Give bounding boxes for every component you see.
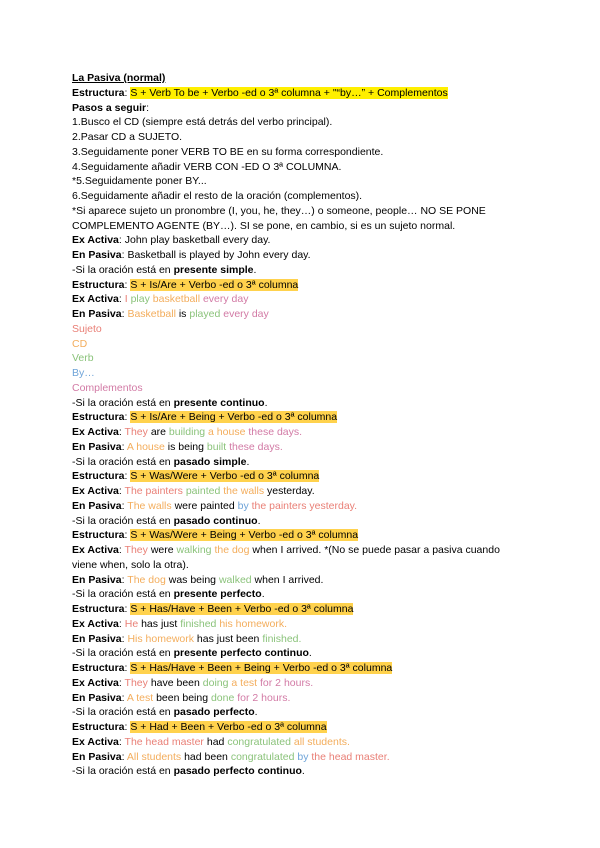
- legend-complementos: Complementos: [72, 381, 143, 394]
- step-3: 3.Seguidamente poner VERB TO BE en su forma correspondiente.: [72, 145, 384, 158]
- estructura-pasado-simple: Estructura: S + Was/Were + Verbo -ed o 3ª columna: [72, 470, 320, 483]
- title-text: La Pasiva (normal): [72, 72, 166, 84]
- estructura-label: Estructura: [72, 86, 125, 99]
- en-pasiva-label: En Pasiva: [72, 750, 122, 763]
- tense-name: pasado perfecto: [173, 706, 255, 719]
- verb-word: painted: [185, 485, 221, 497]
- pap-pasiva: En Pasiva: All students had been congratulated by the head master.: [72, 750, 390, 763]
- en-pasiva-label: En Pasiva: [72, 691, 122, 704]
- si-prefix: -Si la oración está en: [72, 588, 171, 601]
- cd-word: all students.: [293, 735, 350, 748]
- tense-pasado-perfecto: -Si la oración está en pasado perfecto.: [72, 706, 258, 719]
- example-sentence: John play basketball every day.: [124, 234, 271, 247]
- verb-word: built: [206, 440, 227, 453]
- legend-by: By…: [72, 367, 95, 379]
- ex-activa-label: Ex Activa: [72, 735, 119, 748]
- sujeto-word: They: [124, 676, 148, 689]
- comp-word: for 2 hours.: [260, 676, 314, 689]
- rest-text: when I arrived. *(No se puede pasar a pasiva cuando: [252, 544, 500, 556]
- estructura-presente-perfecto-continuo: Estructura: S + Has/Have + Been + Being + Verbo -ed o 3ª columna: [72, 662, 393, 674]
- step-4: 4.Seguidamente añadir VERB CON -ED O 3ª COLUMNA.: [72, 160, 342, 173]
- verb-word: doing: [202, 676, 229, 689]
- pasos-heading: Pasos a seguir:: [72, 101, 150, 114]
- tense-pasado-perfecto-continuo: -Si la oración está en pasado perfecto continuo.: [72, 765, 305, 778]
- example-1-activa: Ex Activa: John play basketball every day.: [72, 234, 271, 247]
- sujeto-word: A house: [126, 440, 165, 453]
- en-pasiva-label: En Pasiva: [72, 308, 122, 320]
- cd-word: the dog: [214, 544, 250, 556]
- estructura-presente-perfecto: Estructura: S + Has/Have + Been + Verbo -ed o 3ª columna: [72, 603, 354, 615]
- pap-activa: Ex Activa: The head master had congratulated all students.: [72, 735, 350, 748]
- estructura-formula: S + Was/Were + Being + Verbo -ed o 3ª columna: [130, 529, 359, 542]
- tense-presente-continuo: -Si la oración está en presente continuo.: [72, 396, 268, 409]
- pc-activa: Ex Activa: They are building a house these days.: [72, 426, 303, 438]
- pcont-activa: Ex Activa: They were walking the dog when I arrived. *(No se puede pasar a pasiva cuando: [72, 544, 500, 556]
- comp-word: for 2 hours.: [237, 691, 291, 704]
- tense-presente-simple: -Si la oración está en presente simple.: [72, 263, 257, 276]
- si-prefix: -Si la oración está en: [72, 647, 171, 660]
- estructura-formula: S + Is/Are + Being + Verbo -ed o 3ª columna: [130, 411, 338, 424]
- en-pasiva-label: En Pasiva: [72, 499, 122, 512]
- si-prefix: -Si la oración está en: [72, 455, 171, 468]
- ex-activa-label: Ex Activa: [72, 485, 119, 497]
- ps-activa: Ex Activa: I play basketball every day: [72, 293, 249, 306]
- legend-cd: CD: [72, 337, 88, 350]
- aux-word: were painted: [174, 499, 235, 512]
- cd-word: a house: [208, 426, 246, 438]
- document-title: [72, 71, 572, 86]
- pc-pasiva: En Pasiva: A house is being built these days.: [72, 440, 283, 453]
- ex-activa-label: Ex Activa: [72, 293, 119, 306]
- verb-word: congratulated: [227, 735, 291, 748]
- pcont-activa-cont: viene when, solo la otra).: [72, 558, 189, 571]
- estructura-label: Estructura: [72, 721, 125, 733]
- aux-word: were: [150, 544, 174, 556]
- step-5: *5.Seguidamente poner BY...: [72, 175, 207, 188]
- estructura-presente-simple: Estructura: S + Is/Are + Verbo -ed o 3ª columna: [72, 278, 299, 291]
- verb-word: play: [130, 293, 150, 306]
- document-page: [72, 71, 572, 779]
- verb-word: walking: [176, 544, 212, 556]
- estructura-label: Estructura: [72, 529, 125, 542]
- sujeto-word: The walls: [127, 499, 172, 512]
- estructura-pasado-perfecto: Estructura: S + Had + Been + Verbo -ed o 3ª columna: [72, 721, 327, 733]
- tense-name: pasado simple: [173, 455, 247, 468]
- comp-word: these days.: [248, 426, 303, 438]
- ex-activa-label: Ex Activa: [72, 234, 119, 247]
- ex-activa-label: Ex Activa: [72, 676, 119, 689]
- aux-word: are: [150, 426, 166, 438]
- tense-presente-perfecto: -Si la oración está en presente perfecto.: [72, 588, 265, 601]
- example-sentence: Basketball is played by John every day.: [127, 249, 311, 261]
- estructura-pasado-continuo: Estructura: S + Was/Were + Being + Verbo -ed o 3ª columna: [72, 529, 359, 542]
- estructura-label: Estructura: [72, 603, 125, 615]
- verb-word: finished.: [262, 632, 302, 645]
- si-prefix: -Si la oración está en: [72, 765, 171, 778]
- cd-word: a test: [231, 676, 258, 689]
- aux-word: had been: [184, 750, 228, 763]
- en-pasiva-label: En Pasiva: [72, 440, 122, 453]
- estructura-label: Estructura: [72, 662, 125, 674]
- comp-word: yesterday.: [267, 485, 315, 497]
- note-line-2: COMPLEMENTO AGENTE (BY…). SI se pone, en cambio, si es un sujeto normal.: [72, 219, 456, 232]
- aux-word: has just been: [196, 632, 260, 645]
- comp-word: every day: [223, 308, 269, 320]
- pcont-pasiva: En Pasiva: The dog was being walked when I arrived.: [72, 573, 324, 586]
- tense-name: presente perfecto continuo: [173, 647, 309, 660]
- tense-presente-perfecto-continuo: -Si la oración está en presente perfecto continuo.: [72, 647, 312, 660]
- agent-word: the head master.: [311, 750, 390, 763]
- tense-pasado-continuo: -Si la oración está en pasado continuo.: [72, 514, 261, 527]
- ppc-activa: Ex Activa: They have been doing a test for 2 hours.: [72, 676, 314, 689]
- verb-word: walked: [218, 573, 252, 586]
- ex-activa-label: Ex Activa: [72, 617, 119, 630]
- pas-pasiva: En Pasiva: The walls were painted by the painters yesterday.: [72, 499, 358, 512]
- by-word: by: [237, 499, 249, 512]
- verb-word: finished: [180, 617, 217, 630]
- en-pasiva-label: En Pasiva: [72, 573, 122, 586]
- ppc-pasiva: En Pasiva: A test been being done for 2 hours.: [72, 691, 291, 704]
- tense-name: presente perfecto: [173, 588, 262, 601]
- tense-name: presente continuo: [173, 396, 265, 409]
- sujeto-word: I: [124, 293, 128, 306]
- step-6: 6.Seguidamente añadir el resto de la oración (complementos).: [72, 190, 363, 202]
- ex-activa-label: Ex Activa: [72, 426, 119, 438]
- comp-word: these days.: [229, 440, 283, 453]
- sujeto-word: All students: [126, 750, 182, 763]
- tense-pasado-simple: -Si la oración está en pasado simple.: [72, 455, 250, 468]
- ex-activa-label: Ex Activa: [72, 544, 119, 556]
- by-word: by: [297, 750, 309, 763]
- verb-word: done: [210, 691, 235, 704]
- legend-verb: Verb: [72, 352, 94, 365]
- estructura-formula: S + Verb To be + Verbo -ed o 3ª columna + "“by…” + Complementos: [130, 86, 448, 99]
- aux-word: had: [206, 735, 225, 748]
- estructura-label: Estructura: [72, 411, 125, 424]
- estructura-formula: S + Has/Have + Been + Verbo -ed o 3ª columna: [130, 603, 354, 615]
- estructura-line: Estructura: S + Verb To be + Verbo -ed o 3ª columna + "“by…” + Complementos: [72, 86, 448, 99]
- tense-name: pasado continuo: [173, 514, 258, 527]
- cd-word: the walls: [223, 485, 265, 497]
- tense-name: pasado perfecto continuo: [173, 765, 302, 778]
- estructura-formula: S + Has/Have + Been + Being + Verbo -ed o 3ª columna: [130, 662, 393, 674]
- pasos-label: Pasos a seguir: [72, 101, 147, 114]
- estructura-label: Estructura: [72, 470, 125, 483]
- sujeto-word: His homework: [127, 632, 194, 645]
- sujeto-word: A test: [126, 691, 154, 704]
- aux-word: have been: [150, 676, 200, 689]
- aux-word: has just: [141, 617, 178, 630]
- step-2: 2.Pasar CD a SUJETO.: [72, 131, 183, 143]
- sujeto-word: He: [124, 617, 139, 630]
- sujeto-word: They: [124, 426, 148, 438]
- estructura-label: Estructura: [72, 278, 125, 291]
- sujeto-word: The head master: [124, 735, 204, 748]
- sujeto-word: The painters: [124, 485, 183, 497]
- rest-text: when I arrived.: [254, 573, 324, 586]
- sujeto-word: The dog: [127, 573, 166, 586]
- en-pasiva-label: En Pasiva: [72, 632, 122, 645]
- aux-word: is being: [167, 440, 204, 453]
- legend-sujeto: Sujeto: [72, 322, 102, 335]
- aux-word: was being: [168, 573, 217, 586]
- example-1-pasiva: En Pasiva: Basketball is played by John every day.: [72, 249, 311, 261]
- ps-pasiva: En Pasiva: Basketball is played every day: [72, 308, 269, 320]
- verb-word: played: [189, 308, 221, 320]
- estructura-formula: S + Was/Were + Verbo -ed o 3ª columna: [130, 470, 320, 483]
- comp-word: every day: [202, 293, 249, 306]
- sujeto-word: Basketball: [127, 308, 176, 320]
- aux-word: been being: [156, 691, 209, 704]
- agent-word: the painters yesterday.: [251, 499, 358, 512]
- tense-name: presente simple: [173, 263, 254, 276]
- pas-activa: Ex Activa: The painters painted the walls yesterday.: [72, 485, 315, 497]
- cd-word: his homework.: [219, 617, 288, 630]
- verb-word: building: [168, 426, 206, 438]
- si-prefix: -Si la oración está en: [72, 706, 171, 719]
- estructura-presente-continuo: Estructura: S + Is/Are + Being + Verbo -ed o 3ª columna: [72, 411, 338, 424]
- verb-word: congratulated: [230, 750, 295, 763]
- step-1: 1.Busco el CD (siempre está detrás del verbo principal).: [72, 116, 333, 129]
- pp-pasiva: En Pasiva: His homework has just been finished.: [72, 632, 302, 645]
- si-prefix: -Si la oración está en: [72, 263, 171, 276]
- estructura-formula: S + Is/Are + Verbo -ed o 3ª columna: [130, 278, 299, 291]
- si-prefix: -Si la oración está en: [72, 514, 171, 527]
- cd-word: basketball: [152, 293, 201, 306]
- aux-word: is: [178, 308, 187, 320]
- note-line-1: *Si aparece sujeto un pronombre (I, you, he, they…) o someone, people… NO SE PONE: [72, 204, 486, 217]
- pp-activa: Ex Activa: He has just finished his homework.: [72, 617, 288, 630]
- si-prefix: -Si la oración está en: [72, 396, 171, 409]
- estructura-formula: S + Had + Been + Verbo -ed o 3ª columna: [130, 721, 327, 733]
- en-pasiva-label: En Pasiva: [72, 249, 122, 261]
- sujeto-word: They: [124, 544, 148, 556]
